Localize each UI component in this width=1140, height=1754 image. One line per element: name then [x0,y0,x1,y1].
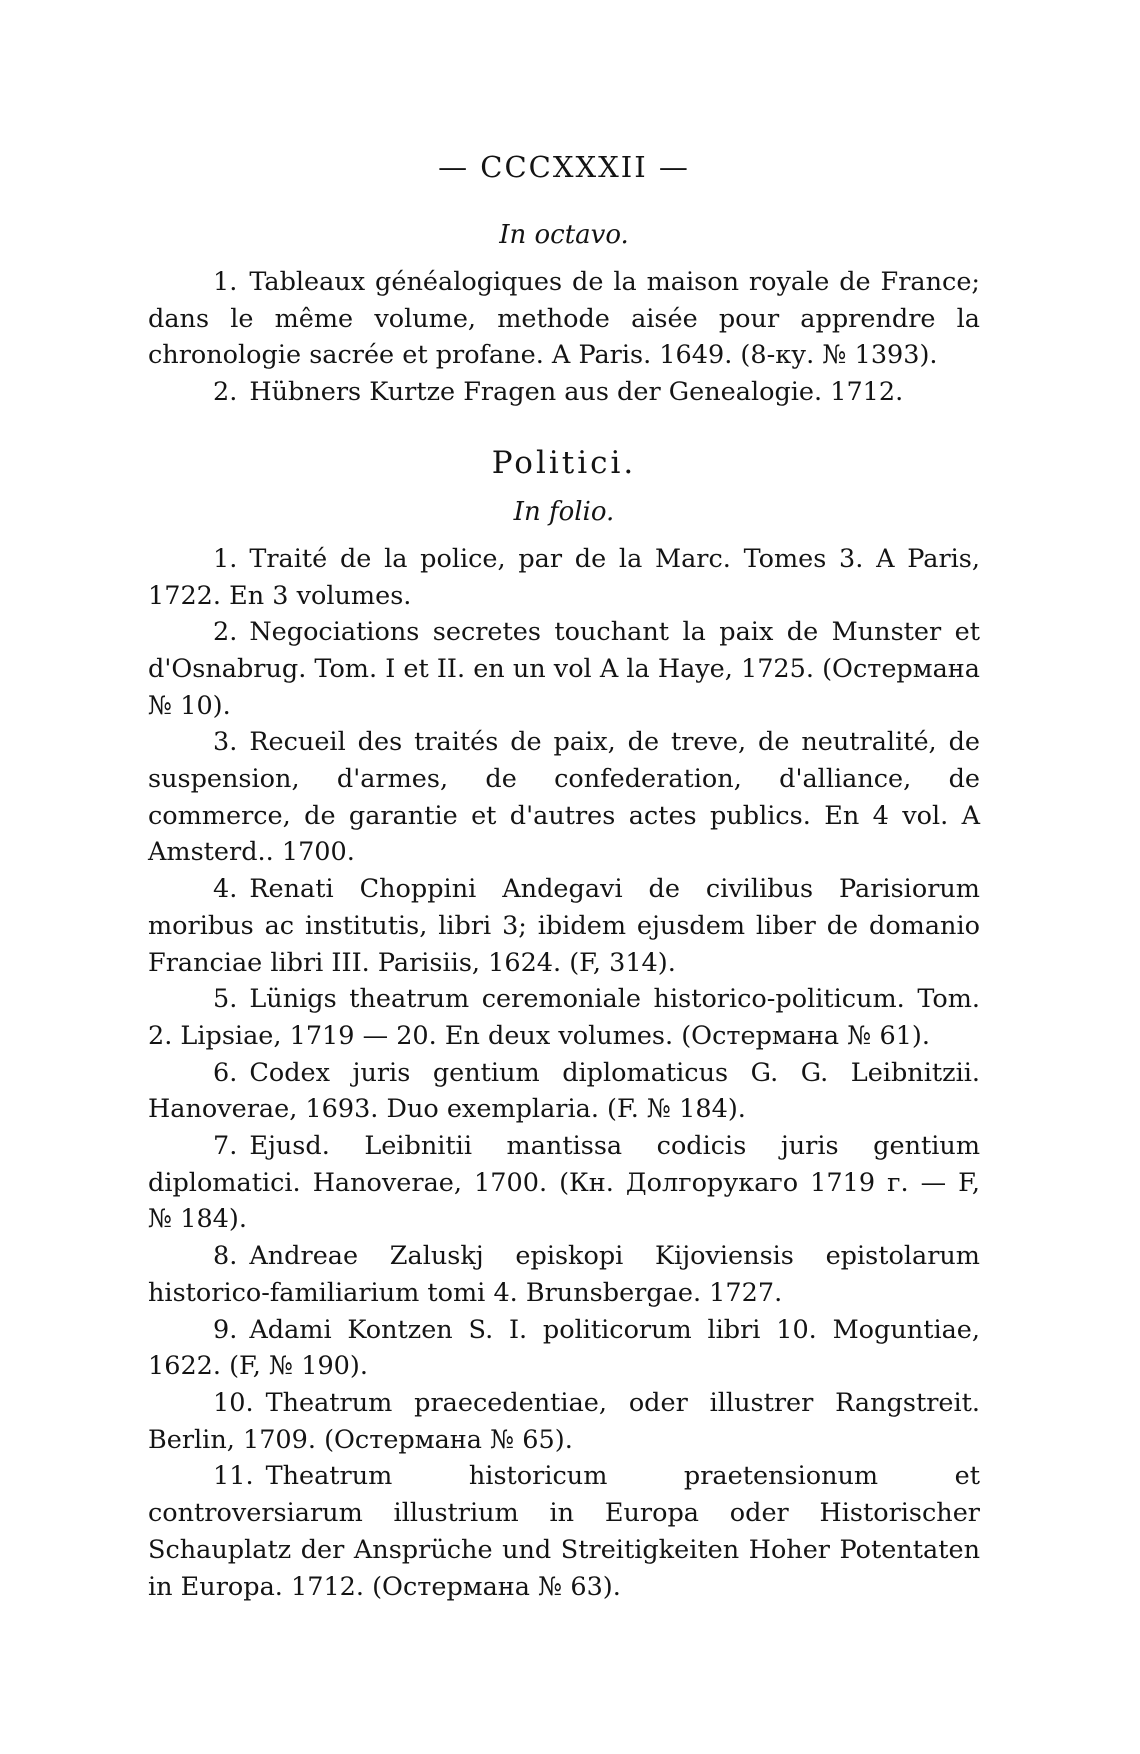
entry-text: Andreae Zaluskj episkopi Kijoviensis epistolarum historico-familiarium tomi 4. Brunsbergae. 1727. [148,1241,980,1308]
entry-text: Theatrum historicum praetensionum et controversiarum illustrium in Europa oder Historischer Schauplatz der Ansprüche und Streitigkeiten Hoher Potentaten in Europa. 1712. (Остермана № 63). [148,1461,980,1602]
bibliography-entry [148,871,980,981]
entry-number: 8. [213,1241,238,1272]
document-page [148,150,980,1605]
bibliography-entry [148,724,980,871]
bibliography-entry [148,981,980,1054]
entry-text: Renati Choppini Andegavi de civilibus Parisiorum moribus ac institutis, libri 3; ibidem ejusdem liber de domanio Franciae libri III. Parisiis, 1624. (F, 314). [148,874,980,978]
bibliography-entry [148,374,980,411]
entry-text: Ejusd. Leibnitii mantissa codicis juris gentium diplomatici. Hanoverae, 1700. (Кн. Долгорукаго 1719 г. — F, № 184). [148,1131,980,1235]
entry-number: 3. [213,727,238,758]
bibliography-entry [148,1128,980,1238]
bibliography-entry [148,1238,980,1311]
entry-text: Adami Kontzen S. I. politicorum libri 10. Moguntiae, 1622. (F, № 190). [148,1314,980,1382]
bibliography-entry [148,1312,980,1385]
entry-number: 9. [213,1314,238,1345]
entry-text: Tableaux généalogiques de la maison royale de France; dans le même volume, methode aisée pour apprendre la chronologie sacrée et profane. A Paris. 1649. (8-ку. № 1393). [148,267,980,371]
bibliography-entry [148,614,980,724]
entry-number: 5. [213,984,238,1015]
section-title: Politici. [491,444,637,481]
entry-text: Traité de la police, par de la Marc. Tomes 3. A Paris, 1722. En 3 volumes. [148,543,980,611]
entry-number: 7. [213,1131,238,1162]
entry-text: Lünigs theatrum ceremoniale historico-politicum. Tom. 2. Lipsiae, 1719 — 20. En deux volumes. (Остермана № 61). [148,984,980,1051]
entry-number: 2. [213,377,238,408]
entry-text: Theatrum praecedentiae, oder illustrer Rangstreit. Berlin, 1709. (Остермана № 65). [148,1387,980,1455]
section2-entry-list [148,541,980,1605]
page-number: — CCCXXXII — [438,150,690,184]
entry-text: Negociations secretes touchant la paix de Munster et d'Osnabrug. Tom. I et II. en un vol A la Haye, 1725. (Остермана № 10). [148,617,980,721]
bibliography-entry [148,1385,980,1458]
entry-number: 4. [213,874,238,905]
entry-number: 1. [213,543,238,574]
entry-text: Recueil des traités de paix, de treve, de neutralité, de suspension, d'armes, de confederation, d'alliance, de commerce, de garantie et d'autres actes publics. En 4 vol. A Amsterd.. 1700. [148,727,980,868]
entry-number: 10. [213,1387,254,1418]
section1-entry-list [148,264,980,411]
section-format-heading: In octavo. [499,220,629,250]
bibliography-entry [148,264,980,374]
entry-number: 11. [213,1461,254,1492]
entry-number: 1. [213,267,238,297]
entry-text: Codex juris gentium diplomaticus G. G. Leibnitzii. Hanoverae, 1693. Duo exemplaria. (F. № 184). [148,1057,980,1125]
entry-number: 2. [213,617,238,648]
section-format-heading: In folio. [513,496,615,527]
bibliography-entry [148,541,980,614]
bibliography-entry [148,1458,980,1605]
bibliography-entry [148,1055,980,1128]
entry-number: 6. [213,1057,238,1088]
entry-text: Hübners Kurtze Fragen aus der Genealogie. 1712. [249,377,904,408]
